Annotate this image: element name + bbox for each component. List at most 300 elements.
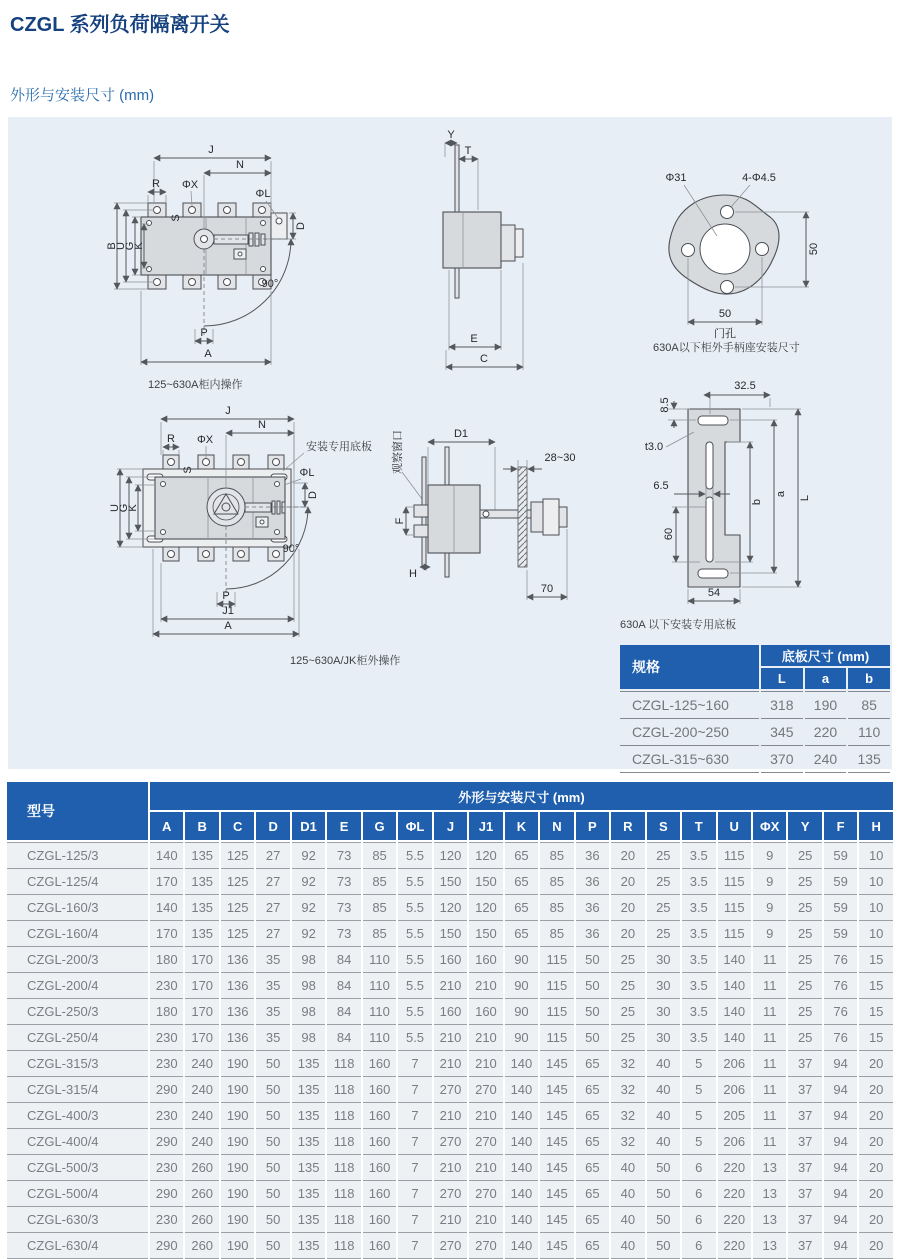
value-cell: 40 — [647, 1077, 680, 1103]
drawing-caption: 630A以下柜外手柄座安装尺寸 — [653, 342, 800, 354]
dim-label-g: G — [118, 503, 130, 513]
value-cell: 118 — [327, 1103, 360, 1129]
value-cell: 135 — [292, 1077, 325, 1103]
value-cell: 140 — [718, 999, 751, 1025]
value-cell: 85 — [848, 691, 890, 719]
value-cell: 37 — [788, 1207, 821, 1233]
dim-label-plate-b: b — [751, 498, 763, 506]
value-cell: 7 — [398, 1181, 431, 1207]
value-cell: 73 — [327, 869, 360, 895]
value-cell: 135 — [292, 1155, 325, 1181]
model-cell: CZGL-200/3 — [7, 947, 148, 973]
value-cell: 65 — [576, 1051, 609, 1077]
value-cell: 84 — [327, 999, 360, 1025]
value-cell: 32 — [611, 1129, 644, 1155]
value-cell: 20 — [611, 895, 644, 921]
model-cell: CZGL-630/3 — [7, 1207, 148, 1233]
value-cell: 135 — [292, 1207, 325, 1233]
dim-label-r: R — [167, 433, 175, 445]
value-cell: 94 — [824, 1155, 857, 1181]
value-cell: 65 — [576, 1129, 609, 1155]
value-cell: 15 — [859, 973, 893, 999]
value-cell: 135 — [185, 869, 218, 895]
value-cell: 73 — [327, 895, 360, 921]
dim-label-h50: 50 — [718, 308, 732, 320]
value-cell: 206 — [718, 1051, 751, 1077]
value-cell: 125 — [221, 895, 254, 921]
table-row — [620, 719, 890, 746]
value-cell: 190 — [805, 691, 847, 719]
dim-col-header: J — [434, 812, 467, 842]
value-cell: 240 — [185, 1103, 218, 1129]
value-cell: 140 — [718, 973, 751, 999]
value-cell: 50 — [647, 1233, 680, 1259]
value-cell: 206 — [718, 1077, 751, 1103]
value-cell: 3.5 — [682, 869, 715, 895]
value-cell: 50 — [256, 1077, 289, 1103]
table-row — [7, 869, 893, 895]
value-cell: 15 — [859, 947, 893, 973]
dim-label-a: A — [204, 348, 212, 360]
value-cell: 11 — [753, 1025, 786, 1051]
value-cell: 59 — [824, 895, 857, 921]
value-cell: 140 — [505, 1077, 538, 1103]
dim-col-header: A — [150, 812, 183, 842]
dim-label-s: S — [182, 466, 194, 474]
dim-label-angle: 90° — [261, 278, 279, 290]
value-cell: 220 — [718, 1181, 751, 1207]
value-cell: 40 — [647, 1103, 680, 1129]
value-cell: 270 — [469, 1233, 502, 1259]
value-cell: 118 — [327, 1181, 360, 1207]
value-cell: 25 — [647, 895, 680, 921]
value-cell: 290 — [150, 1129, 183, 1155]
value-cell: 190 — [221, 1077, 254, 1103]
value-cell: 240 — [185, 1077, 218, 1103]
section-title: 外形与安装尺寸 (mm) — [10, 87, 155, 104]
value-cell: 37 — [788, 1129, 821, 1155]
value-cell: 210 — [434, 1025, 467, 1051]
model-cell: CZGL-125/4 — [7, 869, 148, 895]
value-cell: 6 — [682, 1181, 715, 1207]
table-row — [7, 1103, 893, 1129]
value-cell: 190 — [221, 1051, 254, 1077]
value-cell: 210 — [434, 1207, 467, 1233]
value-cell: 25 — [647, 921, 680, 947]
dim-col-header: D1 — [292, 812, 325, 842]
value-cell: 9 — [753, 921, 786, 947]
value-cell: 5.5 — [398, 947, 431, 973]
plate-col-header: L — [761, 668, 803, 691]
dim-label-28-30: 28~30 — [544, 452, 576, 464]
model-cell: CZGL-250/3 — [7, 999, 148, 1025]
dim-col-header: P — [576, 812, 609, 842]
value-cell: 40 — [647, 1129, 680, 1155]
value-cell: 36 — [576, 842, 609, 869]
value-cell: 40 — [611, 1207, 644, 1233]
value-cell: 20 — [859, 1155, 893, 1181]
value-cell: 59 — [824, 869, 857, 895]
value-cell: 35 — [256, 973, 289, 999]
value-cell: 94 — [824, 1207, 857, 1233]
value-cell: 50 — [576, 973, 609, 999]
value-cell: 120 — [434, 842, 467, 869]
value-cell: 7 — [398, 1155, 431, 1181]
value-cell: 30 — [647, 999, 680, 1025]
value-cell: 3.5 — [682, 999, 715, 1025]
value-cell: 140 — [505, 1181, 538, 1207]
value-cell: 145 — [540, 1155, 573, 1181]
value-cell: 85 — [363, 869, 396, 895]
value-cell: 50 — [256, 1207, 289, 1233]
value-cell: 85 — [540, 895, 573, 921]
dim-label-phi-l: ΦL — [255, 188, 271, 200]
value-cell: 6 — [682, 1155, 715, 1181]
dim-label-j1: J1 — [222, 605, 234, 617]
value-cell: 210 — [469, 1155, 502, 1181]
dim-label-plate-l: L — [799, 494, 811, 502]
dim-col-header: B — [185, 812, 218, 842]
value-cell: 76 — [824, 947, 857, 973]
value-cell: 7 — [398, 1129, 431, 1155]
value-cell: 25 — [788, 842, 821, 869]
value-cell: 85 — [363, 895, 396, 921]
value-cell: 220 — [718, 1207, 751, 1233]
value-cell: 50 — [576, 999, 609, 1025]
dim-label-u: U — [109, 504, 121, 512]
value-cell: 345 — [761, 719, 803, 746]
value-cell: 11 — [753, 973, 786, 999]
value-cell: 210 — [434, 973, 467, 999]
value-cell: 5 — [682, 1051, 715, 1077]
value-cell: 180 — [150, 999, 183, 1025]
dim-label-j: J — [225, 405, 231, 417]
value-cell: 9 — [753, 895, 786, 921]
page-title: CZGL 系列负荷隔离开关 — [10, 14, 230, 36]
value-cell: 40 — [611, 1233, 644, 1259]
value-cell: 150 — [434, 869, 467, 895]
table-row — [620, 746, 890, 773]
value-cell: 240 — [185, 1129, 218, 1155]
value-cell: 94 — [824, 1051, 857, 1077]
value-cell: 98 — [292, 973, 325, 999]
value-cell: 50 — [256, 1181, 289, 1207]
value-cell: 3.5 — [682, 921, 715, 947]
value-cell: 73 — [327, 921, 360, 947]
value-cell: 140 — [718, 1025, 751, 1051]
value-cell: 50 — [256, 1051, 289, 1077]
value-cell: 125 — [221, 869, 254, 895]
value-cell: 115 — [718, 921, 751, 947]
value-cell: 10 — [859, 842, 893, 869]
value-cell: 65 — [576, 1103, 609, 1129]
value-cell: 170 — [185, 947, 218, 973]
value-cell: 270 — [434, 1129, 467, 1155]
value-cell: 98 — [292, 947, 325, 973]
dim-label-8-5: 8.5 — [659, 397, 671, 413]
drawing-base-plate — [620, 380, 811, 631]
dimensions-group-header: 外形与安装尺寸 (mm) — [150, 782, 893, 812]
value-cell: 36 — [576, 869, 609, 895]
value-cell: 40 — [611, 1181, 644, 1207]
dim-col-header: T — [682, 812, 715, 842]
dim-label-b: B — [106, 242, 118, 250]
value-cell: 210 — [434, 1103, 467, 1129]
value-cell: 240 — [805, 746, 847, 773]
value-cell: 25 — [788, 1025, 821, 1051]
value-cell: 25 — [788, 947, 821, 973]
table-row — [7, 895, 893, 921]
value-cell: 160 — [363, 1233, 396, 1259]
value-cell: 6 — [682, 1207, 715, 1233]
dim-label-6-5: 6.5 — [653, 480, 669, 492]
value-cell: 270 — [469, 1129, 502, 1155]
value-cell: 135 — [185, 895, 218, 921]
drawing-side-view — [443, 129, 523, 370]
value-cell: 50 — [256, 1129, 289, 1155]
value-cell: 36 — [576, 895, 609, 921]
value-cell: 170 — [150, 869, 183, 895]
model-cell: CZGL-400/4 — [7, 1129, 148, 1155]
value-cell: 230 — [150, 1051, 183, 1077]
callout-base-plate: 安装专用底板 — [306, 441, 372, 453]
value-cell: 65 — [505, 869, 538, 895]
value-cell: 270 — [469, 1077, 502, 1103]
value-cell: 115 — [718, 842, 751, 869]
table-row — [7, 947, 893, 973]
value-cell: 11 — [753, 999, 786, 1025]
value-cell: 135 — [185, 921, 218, 947]
dim-label-v50: 50 — [808, 242, 820, 256]
value-cell: 25 — [788, 973, 821, 999]
value-cell: 3.5 — [682, 842, 715, 869]
value-cell: 220 — [805, 719, 847, 746]
value-cell: 20 — [859, 1129, 893, 1155]
value-cell: 3.5 — [682, 973, 715, 999]
value-cell: 65 — [505, 921, 538, 947]
value-cell: 110 — [363, 1025, 396, 1051]
value-cell: 230 — [150, 1207, 183, 1233]
value-cell: 210 — [469, 973, 502, 999]
value-cell: 59 — [824, 842, 857, 869]
value-cell: 25 — [611, 1025, 644, 1051]
value-cell: 115 — [540, 947, 573, 973]
value-cell: 85 — [540, 869, 573, 895]
value-cell: 120 — [434, 895, 467, 921]
dim-label-f: F — [394, 517, 406, 525]
dim-label-t: T — [464, 145, 472, 157]
value-cell: 25 — [788, 999, 821, 1025]
plate-table-body — [620, 691, 890, 773]
value-cell: 115 — [718, 869, 751, 895]
value-cell: 125 — [221, 842, 254, 869]
value-cell: 210 — [469, 1103, 502, 1129]
value-cell: 5.5 — [398, 973, 431, 999]
value-cell: 35 — [256, 1025, 289, 1051]
value-cell: 206 — [718, 1129, 751, 1155]
value-cell: 318 — [761, 691, 803, 719]
value-cell: 20 — [611, 921, 644, 947]
value-cell: 20 — [859, 1051, 893, 1077]
value-cell: 136 — [221, 973, 254, 999]
value-cell: 140 — [505, 1233, 538, 1259]
value-cell: 230 — [150, 1155, 183, 1181]
value-cell: 5 — [682, 1077, 715, 1103]
value-cell: 84 — [327, 1025, 360, 1051]
value-cell: 20 — [859, 1103, 893, 1129]
value-cell: 115 — [540, 1025, 573, 1051]
value-cell: 190 — [221, 1181, 254, 1207]
dim-label-k: K — [133, 242, 145, 250]
value-cell: 11 — [753, 1103, 786, 1129]
label-door-hole: 门孔 — [714, 328, 736, 340]
value-cell: 40 — [611, 1155, 644, 1181]
value-cell: 85 — [363, 842, 396, 869]
value-cell: 135 — [848, 746, 890, 773]
value-cell: 50 — [647, 1207, 680, 1233]
value-cell: 90 — [505, 947, 538, 973]
value-cell: 10 — [859, 895, 893, 921]
drawing-caption: 125~630A/JK柜外操作 — [290, 655, 401, 667]
value-cell: 160 — [363, 1051, 396, 1077]
dim-label-p: P — [200, 327, 208, 339]
value-cell: 30 — [647, 1025, 680, 1051]
value-cell: 13 — [753, 1207, 786, 1233]
value-cell: 145 — [540, 1051, 573, 1077]
value-cell: 92 — [292, 895, 325, 921]
value-cell: 90 — [505, 1025, 538, 1051]
value-cell: 110 — [363, 947, 396, 973]
dim-label-phi-l: ΦL — [299, 467, 315, 479]
value-cell: 5.5 — [398, 1025, 431, 1051]
value-cell: 76 — [824, 973, 857, 999]
value-cell: 15 — [859, 1025, 893, 1051]
model-cell: CZGL-630/4 — [7, 1233, 148, 1259]
value-cell: 160 — [363, 1077, 396, 1103]
dim-label-54: 54 — [707, 587, 721, 599]
dim-label-d: D — [295, 222, 307, 230]
model-cell: CZGL-400/3 — [7, 1103, 148, 1129]
value-cell: 140 — [718, 947, 751, 973]
value-cell: 35 — [256, 999, 289, 1025]
value-cell: 32 — [611, 1077, 644, 1103]
value-cell: 20 — [611, 869, 644, 895]
value-cell: 50 — [647, 1181, 680, 1207]
value-cell: 210 — [469, 1207, 502, 1233]
value-cell: 32 — [611, 1103, 644, 1129]
value-cell: 92 — [292, 921, 325, 947]
value-cell: 290 — [150, 1181, 183, 1207]
value-cell: 37 — [788, 1155, 821, 1181]
value-cell: 50 — [256, 1155, 289, 1181]
value-cell: 27 — [256, 842, 289, 869]
value-cell: 50 — [576, 947, 609, 973]
value-cell: 290 — [150, 1233, 183, 1259]
dim-label-70: 70 — [540, 583, 554, 595]
value-cell: 140 — [150, 842, 183, 869]
value-cell: 11 — [753, 1051, 786, 1077]
value-cell: 9 — [753, 842, 786, 869]
table-row — [7, 1181, 893, 1207]
value-cell: 27 — [256, 869, 289, 895]
value-cell: 10 — [859, 921, 893, 947]
value-cell: 140 — [150, 895, 183, 921]
value-cell: 160 — [434, 999, 467, 1025]
value-cell: 118 — [327, 1233, 360, 1259]
plate-col-header: b — [848, 668, 890, 691]
value-cell: 7 — [398, 1077, 431, 1103]
value-cell: 84 — [327, 947, 360, 973]
value-cell: 11 — [753, 1129, 786, 1155]
value-cell: 27 — [256, 921, 289, 947]
value-cell: 15 — [859, 999, 893, 1025]
value-cell: 7 — [398, 1207, 431, 1233]
table-row — [7, 1233, 893, 1259]
dim-label-p: P — [222, 590, 230, 602]
table-row — [620, 691, 890, 719]
value-cell: 170 — [185, 973, 218, 999]
dim-col-header: U — [718, 812, 751, 842]
value-cell: 145 — [540, 1181, 573, 1207]
dim-col-header: ΦX — [753, 812, 786, 842]
value-cell: 110 — [363, 999, 396, 1025]
value-cell: 135 — [292, 1051, 325, 1077]
value-cell: 125 — [221, 921, 254, 947]
value-cell: 170 — [185, 1025, 218, 1051]
value-cell: 170 — [150, 921, 183, 947]
dim-label-s: S — [170, 214, 182, 222]
value-cell: 84 — [327, 973, 360, 999]
value-cell: 118 — [327, 1077, 360, 1103]
value-cell: 118 — [327, 1051, 360, 1077]
label-observation-window: 观察窗口 — [392, 430, 404, 474]
dim-label-n: N — [258, 419, 266, 431]
value-cell: 210 — [469, 1051, 502, 1077]
drawings-panel — [8, 117, 892, 769]
value-cell: 5.5 — [398, 999, 431, 1025]
value-cell: 160 — [469, 999, 502, 1025]
value-cell: 59 — [824, 921, 857, 947]
model-cell: CZGL-160/3 — [7, 895, 148, 921]
value-cell: 230 — [150, 1025, 183, 1051]
value-cell: 140 — [505, 1051, 538, 1077]
value-cell: 50 — [256, 1103, 289, 1129]
value-cell: 94 — [824, 1181, 857, 1207]
value-cell: 270 — [434, 1233, 467, 1259]
value-cell: 5.5 — [398, 921, 431, 947]
dim-label-e: E — [470, 333, 478, 345]
model-cell: CZGL-500/4 — [7, 1181, 148, 1207]
value-cell: 85 — [540, 842, 573, 869]
value-cell: 92 — [292, 842, 325, 869]
value-cell: 65 — [576, 1207, 609, 1233]
value-cell: 145 — [540, 1103, 573, 1129]
model-cell: CZGL-315/4 — [7, 1077, 148, 1103]
value-cell: 25 — [611, 947, 644, 973]
value-cell: 5 — [682, 1103, 715, 1129]
value-cell: 140 — [505, 1129, 538, 1155]
value-cell: 115 — [540, 999, 573, 1025]
value-cell: 190 — [221, 1207, 254, 1233]
value-cell: 20 — [859, 1233, 893, 1259]
value-cell: 3.5 — [682, 947, 715, 973]
table-row — [7, 1077, 893, 1103]
model-cell: CZGL-160/4 — [7, 921, 148, 947]
value-cell: 160 — [363, 1129, 396, 1155]
dimensions-table-body — [7, 842, 893, 1259]
value-cell: 120 — [469, 895, 502, 921]
dim-label-j: J — [208, 144, 214, 156]
